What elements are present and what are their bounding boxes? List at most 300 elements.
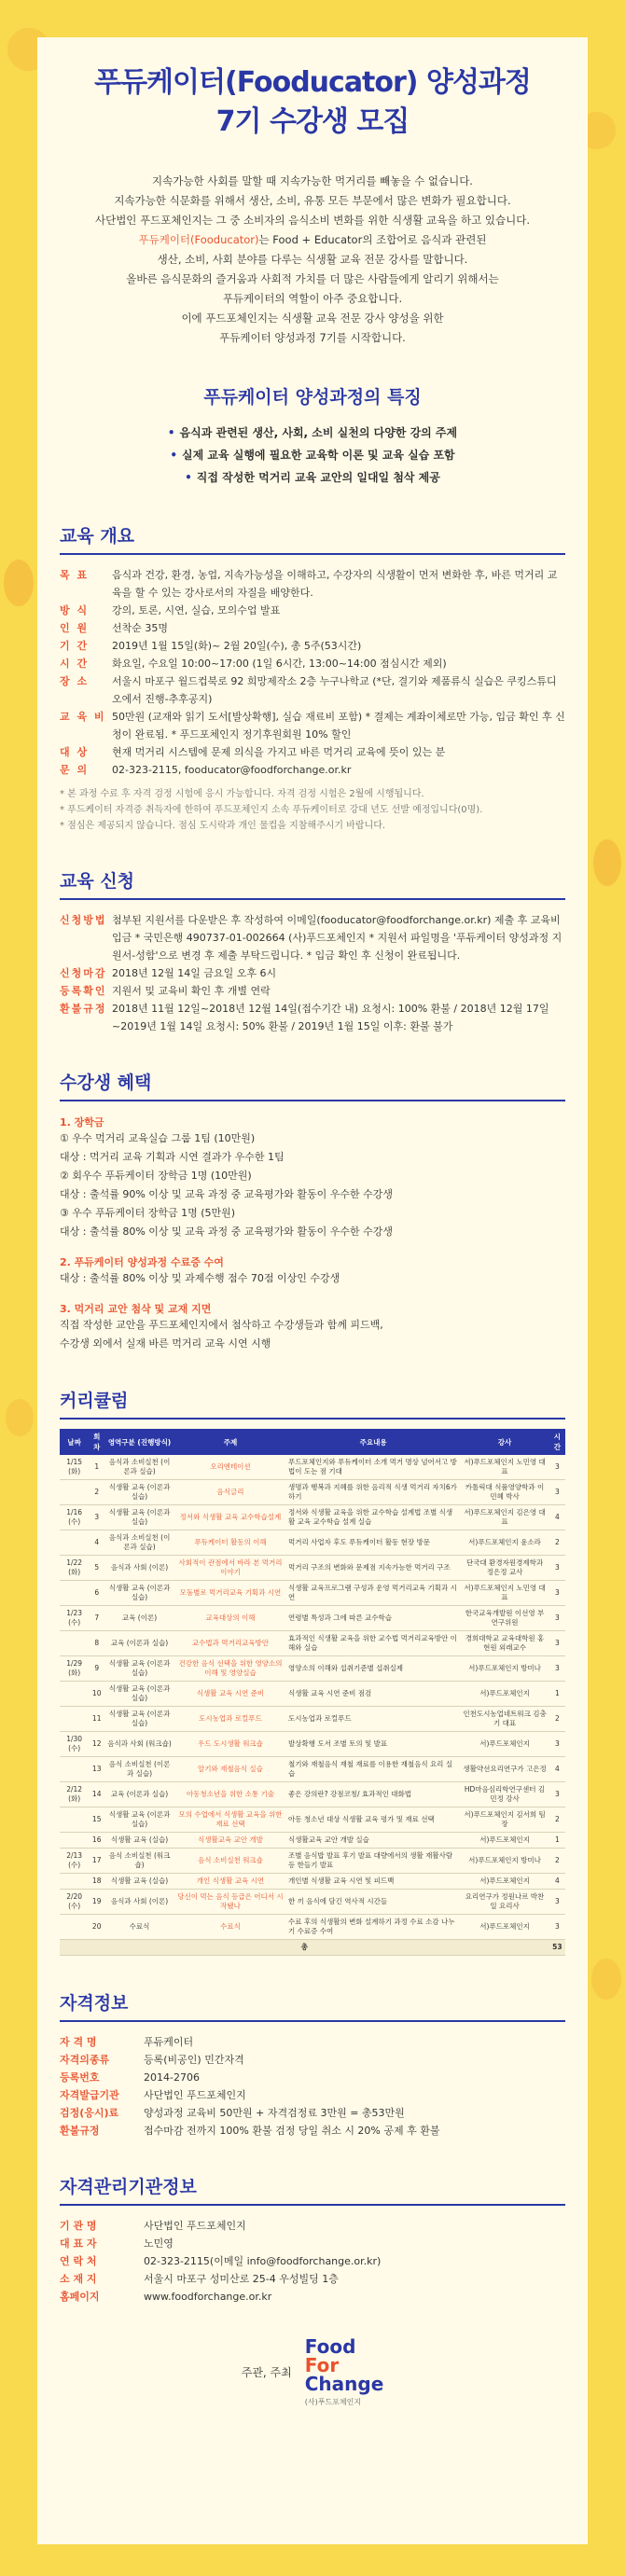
curriculum-cell-h: 2 xyxy=(549,1530,565,1556)
total-label: 총 xyxy=(60,1940,549,1956)
table-row xyxy=(60,1807,565,1833)
intro-text xyxy=(60,172,565,348)
curriculum-cell-content: 한 끼 음식에 담긴 역사적 시간들 xyxy=(286,1890,460,1915)
curriculum-header-row xyxy=(60,1429,565,1455)
intro-line: 생산, 소비, 사회 분야를 다루는 식생활 교육 전문 강사를 말합니다. xyxy=(157,253,468,266)
intro-line: 지속가능한 사회를 말할 때 지속가능한 먹거리를 빼놓을 수 없습니다. xyxy=(152,174,473,187)
intro-line: 푸듀케이터 양성과정 7기를 시작합니다. xyxy=(219,331,406,344)
bullet-icon: • xyxy=(170,449,178,462)
curriculum-cell-n: 1 xyxy=(89,1455,104,1480)
curriculum-cell-n: 6 xyxy=(89,1581,104,1606)
curriculum-cell-n: 15 xyxy=(89,1807,104,1833)
curriculum-cell-topic: 개인 식생활 교육 시연 xyxy=(174,1874,286,1890)
curriculum-header-cell: 영역구분 (진행방식) xyxy=(104,1429,174,1455)
curriculum-cell-topic: 오리엔테이션 xyxy=(174,1455,286,1480)
curriculum-cell-date xyxy=(60,1631,89,1656)
curriculum-cell-date: 1/15 (화) xyxy=(60,1455,89,1480)
info-key: 홈페이지 xyxy=(60,2291,100,2303)
curriculum-cell-topic: 교육대상의 이해 xyxy=(174,1606,286,1631)
intro-line-rest: 는 Food + Educator의 조합어로 음식과 관련된 xyxy=(258,233,487,246)
overview-notes xyxy=(60,786,565,834)
info-key: 등록번호 xyxy=(60,2071,100,2084)
info-value: 화요일, 수요일 10:00~17:00 (1일 6시간, 13:00~14:00 점심시간 제외) xyxy=(112,658,447,670)
curriculum-cell-lect: 경희대학교 교육대학원 홍현원 외래교수 xyxy=(460,1631,549,1656)
benefit-line: 대상 : 출석률 80% 이상 및 교육 과정 중 교육평가와 활동이 우수한 수강생 xyxy=(60,1226,394,1238)
curriculum-section xyxy=(60,1387,565,1956)
curriculum-cell-topic: 사회적이 관점에서 바라 본 먹거리 이야기 xyxy=(174,1556,286,1581)
curriculum-cell-date xyxy=(60,1833,89,1849)
info-key: 문 의 xyxy=(60,764,90,776)
curriculum-cell-topic: 당신이 먹는 음식 등급은 어디서 시작됐나 xyxy=(174,1890,286,1915)
curriculum-cell-date: 1/23 (수) xyxy=(60,1606,89,1631)
curriculum-table xyxy=(60,1429,565,1956)
feature-text: 음식과 관련된 생산, 사회, 소비 실천의 다양한 강의 주제 xyxy=(179,426,458,439)
curriculum-cell-n: 7 xyxy=(89,1606,104,1631)
curriculum-cell-h: 3 xyxy=(549,1732,565,1757)
curriculum-cell-topic: 식생활 교육 시연 준비 xyxy=(174,1682,286,1707)
curriculum-cell-lect: 카톨릭대 식품영양학과 이민혜 박사 xyxy=(460,1480,549,1505)
curriculum-cell-n: 19 xyxy=(89,1890,104,1915)
info-row xyxy=(60,672,565,708)
curriculum-cell-topic: 도시농업과 로컬푸드 xyxy=(174,1707,286,1732)
curriculum-cell-area: 식생활 교육 (이론과 실습) xyxy=(104,1656,174,1682)
info-row xyxy=(60,2270,565,2288)
curriculum-cell-area: 식생활 교육 (이론과 실습) xyxy=(104,1480,174,1505)
content-card xyxy=(37,37,588,2544)
table-row xyxy=(60,1915,565,1940)
curriculum-cell-h: 3 xyxy=(549,1656,565,1682)
curriculum-cell-area: 교육 (이론과 실습) xyxy=(104,1631,174,1656)
feature-text: 직접 작성한 먹거리 교육 교안의 일대일 첨삭 제공 xyxy=(196,471,440,484)
curriculum-cell-date xyxy=(60,1707,89,1732)
curriculum-cell-n: 16 xyxy=(89,1833,104,1849)
curriculum-cell-n: 10 xyxy=(89,1682,104,1707)
curriculum-cell-content: 효과적인 식생활 교육을 위한 교수법 먹거리교육방안 이해와 실습 xyxy=(286,1631,460,1656)
logo-line: Change xyxy=(304,2373,384,2395)
curriculum-cell-topic: 아동청소년을 위한 소통 기술 xyxy=(174,1782,286,1807)
curriculum-cell-area: 식생활 교육 (실습) xyxy=(104,1874,174,1890)
curriculum-cell-topic: 음식글리 xyxy=(174,1480,286,1505)
curriculum-cell-content: 연령별 특성과 그에 따른 교수학습 xyxy=(286,1606,460,1631)
benefit-subtitle: 3. 먹거리 교안 첨삭 및 교재 지면 xyxy=(60,1303,212,1315)
curriculum-header-cell: 날짜 xyxy=(60,1429,89,1455)
curriculum-cell-content: 도시농업과 로컬푸드 xyxy=(286,1707,460,1732)
overview-table xyxy=(60,566,565,779)
info-key: 기 간 xyxy=(60,640,90,652)
curriculum-cell-area: 음식과 사회 (이론) xyxy=(104,1556,174,1581)
curriculum-cell-n: 12 xyxy=(89,1732,104,1757)
table-row xyxy=(60,1606,565,1631)
logo-subtitle: (사)푸드포체인지 xyxy=(304,2398,362,2406)
curriculum-cell-lect: 인천도시농업네트워크 김충기 대표 xyxy=(460,1707,549,1732)
curriculum-cell-date: 1/22 (화) xyxy=(60,1556,89,1581)
table-row xyxy=(60,1631,565,1656)
curriculum-cell-content: 발상확행 도서 조별 토의 및 발표 xyxy=(286,1732,460,1757)
benefit-line: 대상 : 먹거리 교육 기획과 시연 결과가 우수한 1팀 xyxy=(60,1151,285,1163)
curriculum-cell-date xyxy=(60,1682,89,1707)
info-value: 2014-2706 xyxy=(144,2071,200,2084)
info-value: 현재 먹거리 시스템에 문제 의식을 가지고 바른 먹거리 교육에 뜻이 있는 분 xyxy=(112,746,446,758)
curriculum-cell-h: 3 xyxy=(549,1606,565,1631)
table-row xyxy=(60,1890,565,1915)
curriculum-cell-content: 조별 음식밥 발표 후기 발표 대량에서의 생활 재활사람 등 한들기 발표 xyxy=(286,1849,460,1874)
info-value: 접수마감 전까지 100% 환불 검정 당일 취소 시 20% 공제 후 환불 xyxy=(144,2125,440,2137)
info-row xyxy=(60,2217,565,2235)
curriculum-cell-lect: 서)푸드포체인지 방미나 xyxy=(460,1656,549,1682)
curriculum-cell-content: 아동 청소년 대상 식생활 교육 평가 및 재료 선택 xyxy=(286,1807,460,1833)
curriculum-cell-topic: 알기와 재철음식 실습 xyxy=(174,1757,286,1782)
curriculum-cell-h: 2 xyxy=(549,1807,565,1833)
total-row xyxy=(60,1940,565,1956)
info-key: 신청마감 xyxy=(60,967,107,979)
benefit-line: ① 우수 먹거리 교육실습 그룹 1팀 (10만원) xyxy=(60,1132,256,1144)
curriculum-cell-area: 음식과 사회 (워크숍) xyxy=(104,1732,174,1757)
table-row xyxy=(60,1530,565,1556)
curriculum-header-cell: 주제 xyxy=(174,1429,286,1455)
curriculum-cell-lect: 서)푸드포체인지 노민영 대표 xyxy=(460,1581,549,1606)
curriculum-cell-date xyxy=(60,1874,89,1890)
agency-section xyxy=(60,2173,565,2306)
curriculum-cell-content: 먹거리 구조의 변화와 문제점 지속가능한 먹거리 구조 xyxy=(286,1556,460,1581)
agency-table xyxy=(60,2217,565,2306)
curriculum-cell-lect: 요리연구가 정원나르 박찬일 요리사 xyxy=(460,1890,549,1915)
table-row xyxy=(60,1707,565,1732)
overview-section xyxy=(60,522,565,834)
intro-line xyxy=(60,230,565,250)
curriculum-cell-area: 식생활 교육 (이론과 실습) xyxy=(104,1707,174,1732)
info-value: 지원서 및 교육비 확인 후 개별 연락 xyxy=(112,985,271,997)
curriculum-cell-h: 3 xyxy=(549,1556,565,1581)
curriculum-cell-n: 8 xyxy=(89,1631,104,1656)
info-value: 서울시 마포구 성미산로 25-4 우성빌딩 1층 xyxy=(144,2273,339,2285)
info-value: 사단법인 푸드포체인지 xyxy=(144,2220,246,2232)
curriculum-cell-date: 1/29 (화) xyxy=(60,1656,89,1682)
curriculum-cell-area: 식생활 교육 (실습) xyxy=(104,1833,174,1849)
curriculum-cell-content: 식생활 교육 시연 준비 점검 xyxy=(286,1682,460,1707)
curriculum-cell-h: 2 xyxy=(549,1849,565,1874)
food-for-change-logo xyxy=(305,2337,384,2407)
benefit-line: 대상 : 출석률 80% 이상 및 과제수행 점수 70점 이상인 수강생 xyxy=(60,1272,340,1284)
info-key: 대 표 자 xyxy=(60,2237,97,2250)
curriculum-cell-area: 수료식 xyxy=(104,1915,174,1940)
intro-line: 푸듀케이터의 역할이 아주 중요합니다. xyxy=(222,292,403,305)
info-value: 강의, 토론, 시연, 실습, 모의수업 발표 xyxy=(112,604,281,616)
curriculum-cell-date: 1/30 (수) xyxy=(60,1732,89,1757)
curriculum-cell-lect: 서)푸드포체인지 xyxy=(460,1732,549,1757)
intro-line: 지속가능한 식문화를 위해서 생산, 소비, 유통 모든 부문에서 많은 변화가 필요합니다. xyxy=(114,194,511,207)
info-row xyxy=(60,708,565,743)
curriculum-cell-h: 4 xyxy=(549,1757,565,1782)
curriculum-cell-lect: 서)푸드포체인지 방미나 xyxy=(460,1849,549,1874)
curriculum-cell-topic: 식생활교육 교안 개발 xyxy=(174,1833,286,1849)
curriculum-cell-h: 4 xyxy=(549,1505,565,1530)
benefit-subtitle: 2. 푸듀케이터 양성과정 수료증 수여 xyxy=(60,1256,224,1268)
curriculum-cell-date xyxy=(60,1915,89,1940)
curriculum-cell-date xyxy=(60,1807,89,1833)
info-value: 푸듀케이터 xyxy=(144,2036,194,2048)
info-value: 2019년 1월 15일(화)~ 2월 20일(수), 총 5주(53시간) xyxy=(112,640,362,652)
curriculum-cell-lect: 서)푸드포체인지 xyxy=(460,1833,549,1849)
curriculum-cell-date xyxy=(60,1757,89,1782)
curriculum-cell-n: 20 xyxy=(89,1915,104,1940)
table-row xyxy=(60,1480,565,1505)
curriculum-cell-area: 식생활 교육 (이론과 실습) xyxy=(104,1505,174,1530)
curriculum-cell-date: 2/12 (화) xyxy=(60,1782,89,1807)
curriculum-header-cell: 주요내용 xyxy=(286,1429,460,1455)
curriculum-cell-content: 생명과 행복과 지혜를 위한 음리적 식생 먹거리 자치6가 하기 xyxy=(286,1480,460,1505)
table-row xyxy=(60,1656,565,1682)
table-row xyxy=(60,1849,565,1874)
info-value: www.foodforchange.or.kr xyxy=(144,2291,272,2303)
info-key: 장 소 xyxy=(60,675,90,687)
bullet-icon: • xyxy=(185,471,192,484)
curriculum-cell-date xyxy=(60,1480,89,1505)
intro-line: 이에 푸드포체인지는 식생활 교육 전문 강사 양성을 위한 xyxy=(181,312,444,325)
curriculum-cell-lect: 서)푸드포체인지 노민영 대표 xyxy=(460,1455,549,1480)
curriculum-cell-h: 1 xyxy=(549,1833,565,1849)
table-row xyxy=(60,1455,565,1480)
table-row xyxy=(60,1732,565,1757)
info-row xyxy=(60,2033,565,2051)
info-value: 02-323-2115, fooducator@foodforchange.or.kr xyxy=(112,764,352,776)
curriculum-cell-content: 영양소의 이해와 섭취기준별 섭취실제 xyxy=(286,1656,460,1682)
curriculum-cell-lect: 서)푸드포체인지 윤소라 xyxy=(460,1530,549,1556)
curriculum-cell-h: 3 xyxy=(549,1455,565,1480)
curriculum-cell-content: 수료 후의 식생활의 변화 설계하기 과정 수료 소감 나누기 수료증 수여 xyxy=(286,1915,460,1940)
benefits-section xyxy=(60,1069,565,1353)
curriculum-header-cell: 강사 xyxy=(460,1429,549,1455)
info-value: 2018년 11월 12일~2018년 12월 14일(접수기간 내) 요청시: 100% 환불 / 2018년 12월 17일~2019년 1월 14일 요청시: 50% 환불 / 2019년 1월 15일 이후: 환불 불가 xyxy=(112,1003,549,1032)
info-row xyxy=(60,911,565,964)
logo-line: Food xyxy=(304,2335,356,2358)
info-row xyxy=(60,743,565,761)
info-row xyxy=(60,602,565,619)
host-label: 주관, 주최 xyxy=(241,2366,292,2379)
agency-title: 자격관리기관정보 xyxy=(60,2173,565,2206)
info-key: 목 표 xyxy=(60,569,90,581)
curriculum-cell-lect: 서)푸드포체인지 김서희 팀장 xyxy=(460,1807,549,1833)
info-key: 환불규정 xyxy=(60,2125,100,2137)
title-line-1: 푸듀케이터(Fooducator) 양성과정 xyxy=(94,66,531,99)
curriculum-cell-topic: 모의 수업에서 식생활 교육을 위한 재료 선택 xyxy=(174,1807,286,1833)
curriculum-cell-area: 식생활 교육 (이론과 실습) xyxy=(104,1682,174,1707)
curriculum-cell-n: 13 xyxy=(89,1757,104,1782)
curriculum-cell-topic: 모둠별로 먹거리교육 기획과 시연 xyxy=(174,1581,286,1606)
info-row xyxy=(60,2051,565,2069)
curriculum-cell-content: 정서와 식생활 교육을 위한 교수학습 설계법 조별 식생활 교육 교수학습 설계 실습 xyxy=(286,1505,460,1530)
benefit-line: ③ 우수 푸듀케이터 장학금 1명 (5만원) xyxy=(60,1207,236,1219)
logo-line: For xyxy=(304,2354,340,2376)
info-value: 양성과정 교육비 50만원 + 자격검정료 3만원 = 총53만원 xyxy=(144,2107,405,2119)
benefit-line: ② 회우수 푸듀케이터 장학금 1명 (10만원) xyxy=(60,1170,252,1182)
curriculum-cell-date: 1/16 (수) xyxy=(60,1505,89,1530)
curriculum-cell-n: 2 xyxy=(89,1480,104,1505)
curriculum-cell-n: 3 xyxy=(89,1505,104,1530)
curriculum-cell-topic: 수료식 xyxy=(174,1915,286,1940)
curriculum-cell-topic: 푸듀케이터 활동의 이해 xyxy=(174,1530,286,1556)
benefit-subtitle: 1. 장학금 xyxy=(60,1116,104,1129)
curriculum-cell-topic: 교수법과 먹거리교육방안 xyxy=(174,1631,286,1656)
info-value: 선착순 35명 xyxy=(112,622,168,634)
info-key: 연 락 처 xyxy=(60,2255,97,2267)
certificate-section xyxy=(60,1989,565,2140)
curriculum-cell-lect: HD마음심리학연구센터 김민정 강사 xyxy=(460,1782,549,1807)
info-row xyxy=(60,982,565,1000)
feature-item xyxy=(89,444,536,466)
table-row xyxy=(60,1556,565,1581)
curriculum-cell-lect: 서)푸드포체인지 xyxy=(460,1874,549,1890)
info-key: 방 식 xyxy=(60,604,90,616)
curriculum-cell-area: 교육 (이론) xyxy=(104,1606,174,1631)
note-line: * 점심은 제공되지 않습니다. 점심 도시락과 개인 물컵을 지참해주시기 바랍니다. xyxy=(60,821,386,831)
feature-item xyxy=(89,466,536,489)
info-row xyxy=(60,2288,565,2306)
intro-line: 사단법인 푸드포체인지는 그 중 소비자의 음식소비 변화를 위한 식생활 교육을 하고 있습니다. xyxy=(94,214,530,227)
benefit-lines xyxy=(60,1316,565,1353)
benefits-title: 수강생 혜택 xyxy=(60,1069,565,1101)
curriculum-cell-date xyxy=(60,1581,89,1606)
curriculum-cell-content: 개인별 식생활 교육 시연 및 피드백 xyxy=(286,1874,460,1890)
intro-line: 올바른 음식문화의 즐거움과 사회적 가치를 더 많은 사람들에게 알리기 위해서는 xyxy=(126,272,499,285)
info-row xyxy=(60,2122,565,2140)
curriculum-cell-topic: 건강한 음식 선택을 위한 영양소의 이해 및 영양실습 xyxy=(174,1656,286,1682)
curriculum-cell-h: 4 xyxy=(549,1874,565,1890)
info-value: 사단법인 푸드포체인지 xyxy=(144,2089,246,2101)
curriculum-cell-h: 3 xyxy=(549,1782,565,1807)
curriculum-cell-content: 식생활교육 교안 개발 실습 xyxy=(286,1833,460,1849)
info-key: 기 관 명 xyxy=(60,2220,97,2232)
table-row xyxy=(60,1581,565,1606)
curriculum-cell-n: 17 xyxy=(89,1849,104,1874)
info-key: 인 원 xyxy=(60,622,90,634)
curriculum-cell-area: 음식과 사회 (이론) xyxy=(104,1890,174,1915)
table-row xyxy=(60,1833,565,1849)
info-row xyxy=(60,2252,565,2270)
curriculum-cell-area: 교육 (이론과 실습) xyxy=(104,1782,174,1807)
info-value: 등록(비공인) 민간자격 xyxy=(144,2054,244,2066)
info-key: 교 육 비 xyxy=(60,711,106,723)
curriculum-cell-h: 2 xyxy=(549,1707,565,1732)
apply-title: 교육 신청 xyxy=(60,867,565,900)
table-row xyxy=(60,1682,565,1707)
curriculum-cell-area: 음식과 소비실천 (이론과 실습) xyxy=(104,1530,174,1556)
info-value: 첨부된 지원서를 다운받은 후 작성하여 이메일(fooducator@foodforchange.or.kr) 제출 후 교육비 입금 * 국민은행 490737-01-002664 (사)푸드포체인지 * 지원서 파일명을 '푸듀케이터 양성과정 지원서-성함'으로 변경 후 제출 부탁드립니다. * 입금 확인 후 신청이 완료됩니다. xyxy=(112,914,562,962)
curriculum-cell-area: 음식 소비실천 (워크숍) xyxy=(104,1849,174,1874)
fooducator-highlight: 푸듀케이터(Fooducator) xyxy=(138,233,259,246)
curriculum-cell-date: 2/13 (수) xyxy=(60,1849,89,1874)
curriculum-cell-area: 식생활 교육 (이론과 실습) xyxy=(104,1581,174,1606)
curriculum-cell-area: 음식 소비실천 (이론과 실습) xyxy=(104,1757,174,1782)
curriculum-cell-content: 먹거리 사업자 후도 푸듀케이터 활동 현장 방문 xyxy=(286,1530,460,1556)
curriculum-cell-h: 3 xyxy=(549,1915,565,1940)
info-value: 50만원 (교재와 읽기 도서[발상확행], 실습 재료비 포함) * 결제는 계좌이체로만 가능, 입금 확인 후 신청이 완료됨. * 푸드포체인지 정기후원회원 10% 할인 xyxy=(112,711,565,741)
curriculum-cell-lect: 생활약선요리연구가 고은정 xyxy=(460,1757,549,1782)
total-hours: 53 xyxy=(549,1940,565,1956)
table-row xyxy=(60,1874,565,1890)
info-row xyxy=(60,2086,565,2104)
info-key: 등록확인 xyxy=(60,985,107,997)
curriculum-cell-content: 푸드포체인지와 푸듀케이터 소개 먹거 명상 넘어서고 방법이 도는 점 기대 xyxy=(286,1455,460,1480)
info-row xyxy=(60,655,565,672)
curriculum-cell-n: 4 xyxy=(89,1530,104,1556)
curriculum-cell-lect: 서)푸드포체인지 김은영 대표 xyxy=(460,1505,549,1530)
curriculum-cell-h: 1 xyxy=(549,1682,565,1707)
curriculum-cell-n: 14 xyxy=(89,1782,104,1807)
curriculum-cell-n: 9 xyxy=(89,1656,104,1682)
curriculum-title: 커리큘럼 xyxy=(60,1387,565,1420)
curriculum-cell-h: 3 xyxy=(549,1890,565,1915)
info-key: 자 격 명 xyxy=(60,2036,97,2048)
info-row xyxy=(60,566,565,602)
bullet-icon: • xyxy=(167,426,175,439)
curriculum-cell-topic: 우드 도시생활 워크숍 xyxy=(174,1732,286,1757)
info-row xyxy=(60,637,565,655)
benefit-line: 수강생 외에서 실재 바른 먹거리 교육 시연 시행 xyxy=(60,1337,271,1350)
curriculum-cell-area: 음식과 소비실천 (이론과 실습) xyxy=(104,1455,174,1480)
curriculum-cell-topic: 정서와 식생활 교육 교수학습설계 xyxy=(174,1505,286,1530)
curriculum-cell-lect: 서)푸드포체인지 xyxy=(460,1915,549,1940)
table-row xyxy=(60,1505,565,1530)
info-key: 신청방법 xyxy=(60,914,107,926)
curriculum-header-cell: 회차 xyxy=(89,1429,104,1455)
benefit-lines xyxy=(60,1129,565,1241)
curriculum-cell-n: 11 xyxy=(89,1707,104,1732)
page-title xyxy=(37,63,588,142)
curriculum-cell-h: 3 xyxy=(549,1480,565,1505)
certificate-table xyxy=(60,2033,565,2140)
info-key: 환불규정 xyxy=(60,1003,107,1015)
footer xyxy=(37,2337,588,2407)
info-key: 대 상 xyxy=(60,746,90,758)
certificate-title: 자격정보 xyxy=(60,1989,565,2022)
overview-title: 교육 개요 xyxy=(60,522,565,555)
curriculum-cell-content: 철기와 재철음식 재철 재료를 이용한 재철음식 요리 실습 xyxy=(286,1757,460,1782)
note-line: * 푸드케이터 자격증 취득자에 한하여 푸드포체인지 소속 푸듀케이터로 강대 년도 선발 예정입니다(0명). xyxy=(60,805,483,815)
info-value: 02-323-2115(이메일 info@foodforchange.or.kr) xyxy=(144,2255,382,2267)
table-row xyxy=(60,1757,565,1782)
curriculum-cell-h: 3 xyxy=(549,1631,565,1656)
info-key: 소 재 지 xyxy=(60,2273,97,2285)
info-row xyxy=(60,2069,565,2086)
features-list xyxy=(89,422,536,489)
info-key: 검정(응시)료 xyxy=(60,2107,119,2119)
curriculum-cell-date xyxy=(60,1530,89,1556)
benefit-lines xyxy=(60,1269,565,1288)
note-line: * 본 과정 수료 후 자격 검정 시험에 응시 가능합니다. 자격 검정 시험은 2월에 시행됩니다. xyxy=(60,789,424,799)
benefit-line: 직접 작성한 교안을 푸드포체인지에서 첨삭하고 수강생들과 함께 피드백, xyxy=(60,1319,383,1331)
curriculum-cell-n: 18 xyxy=(89,1874,104,1890)
curriculum-cell-n: 5 xyxy=(89,1556,104,1581)
curriculum-header-cell: 시간 xyxy=(549,1429,565,1455)
curriculum-cell-lect: 서)푸드포체인지 xyxy=(460,1682,549,1707)
info-row xyxy=(60,761,565,779)
feature-item xyxy=(89,422,536,444)
features-title: 푸듀케이터 양성과정의 특징 xyxy=(203,387,422,408)
curriculum-cell-content: 좋은 강의란? 강점코칭/ 효과적인 대화법 xyxy=(286,1782,460,1807)
info-value: 서울시 마포구 월드컵북로 92 희망제작소 2층 누구나학교 (*단, 결기와 제품류식 실습은 쿠킹스튜디오에서 진행-추후공지) xyxy=(112,675,557,705)
curriculum-cell-area: 식생활 교육 (이론과 실습) xyxy=(104,1807,174,1833)
info-row xyxy=(60,1000,565,1035)
title-line-2: 7기 수강생 모집 xyxy=(215,105,410,138)
curriculum-cell-content: 식생활 교육프로그램 구성과 운영 먹거리교육 기획과 시연 xyxy=(286,1581,460,1606)
feature-text: 실제 교육 실행에 필요한 교육학 이론 및 교육 실습 포함 xyxy=(182,449,455,462)
curriculum-cell-topic: 음식 소비실천 워크숍 xyxy=(174,1849,286,1874)
info-value: 노민영 xyxy=(144,2237,174,2250)
apply-section xyxy=(60,867,565,1035)
info-row xyxy=(60,619,565,637)
curriculum-cell-h: 3 xyxy=(549,1581,565,1606)
info-value: 2018년 12월 14일 금요일 오후 6시 xyxy=(112,967,277,979)
